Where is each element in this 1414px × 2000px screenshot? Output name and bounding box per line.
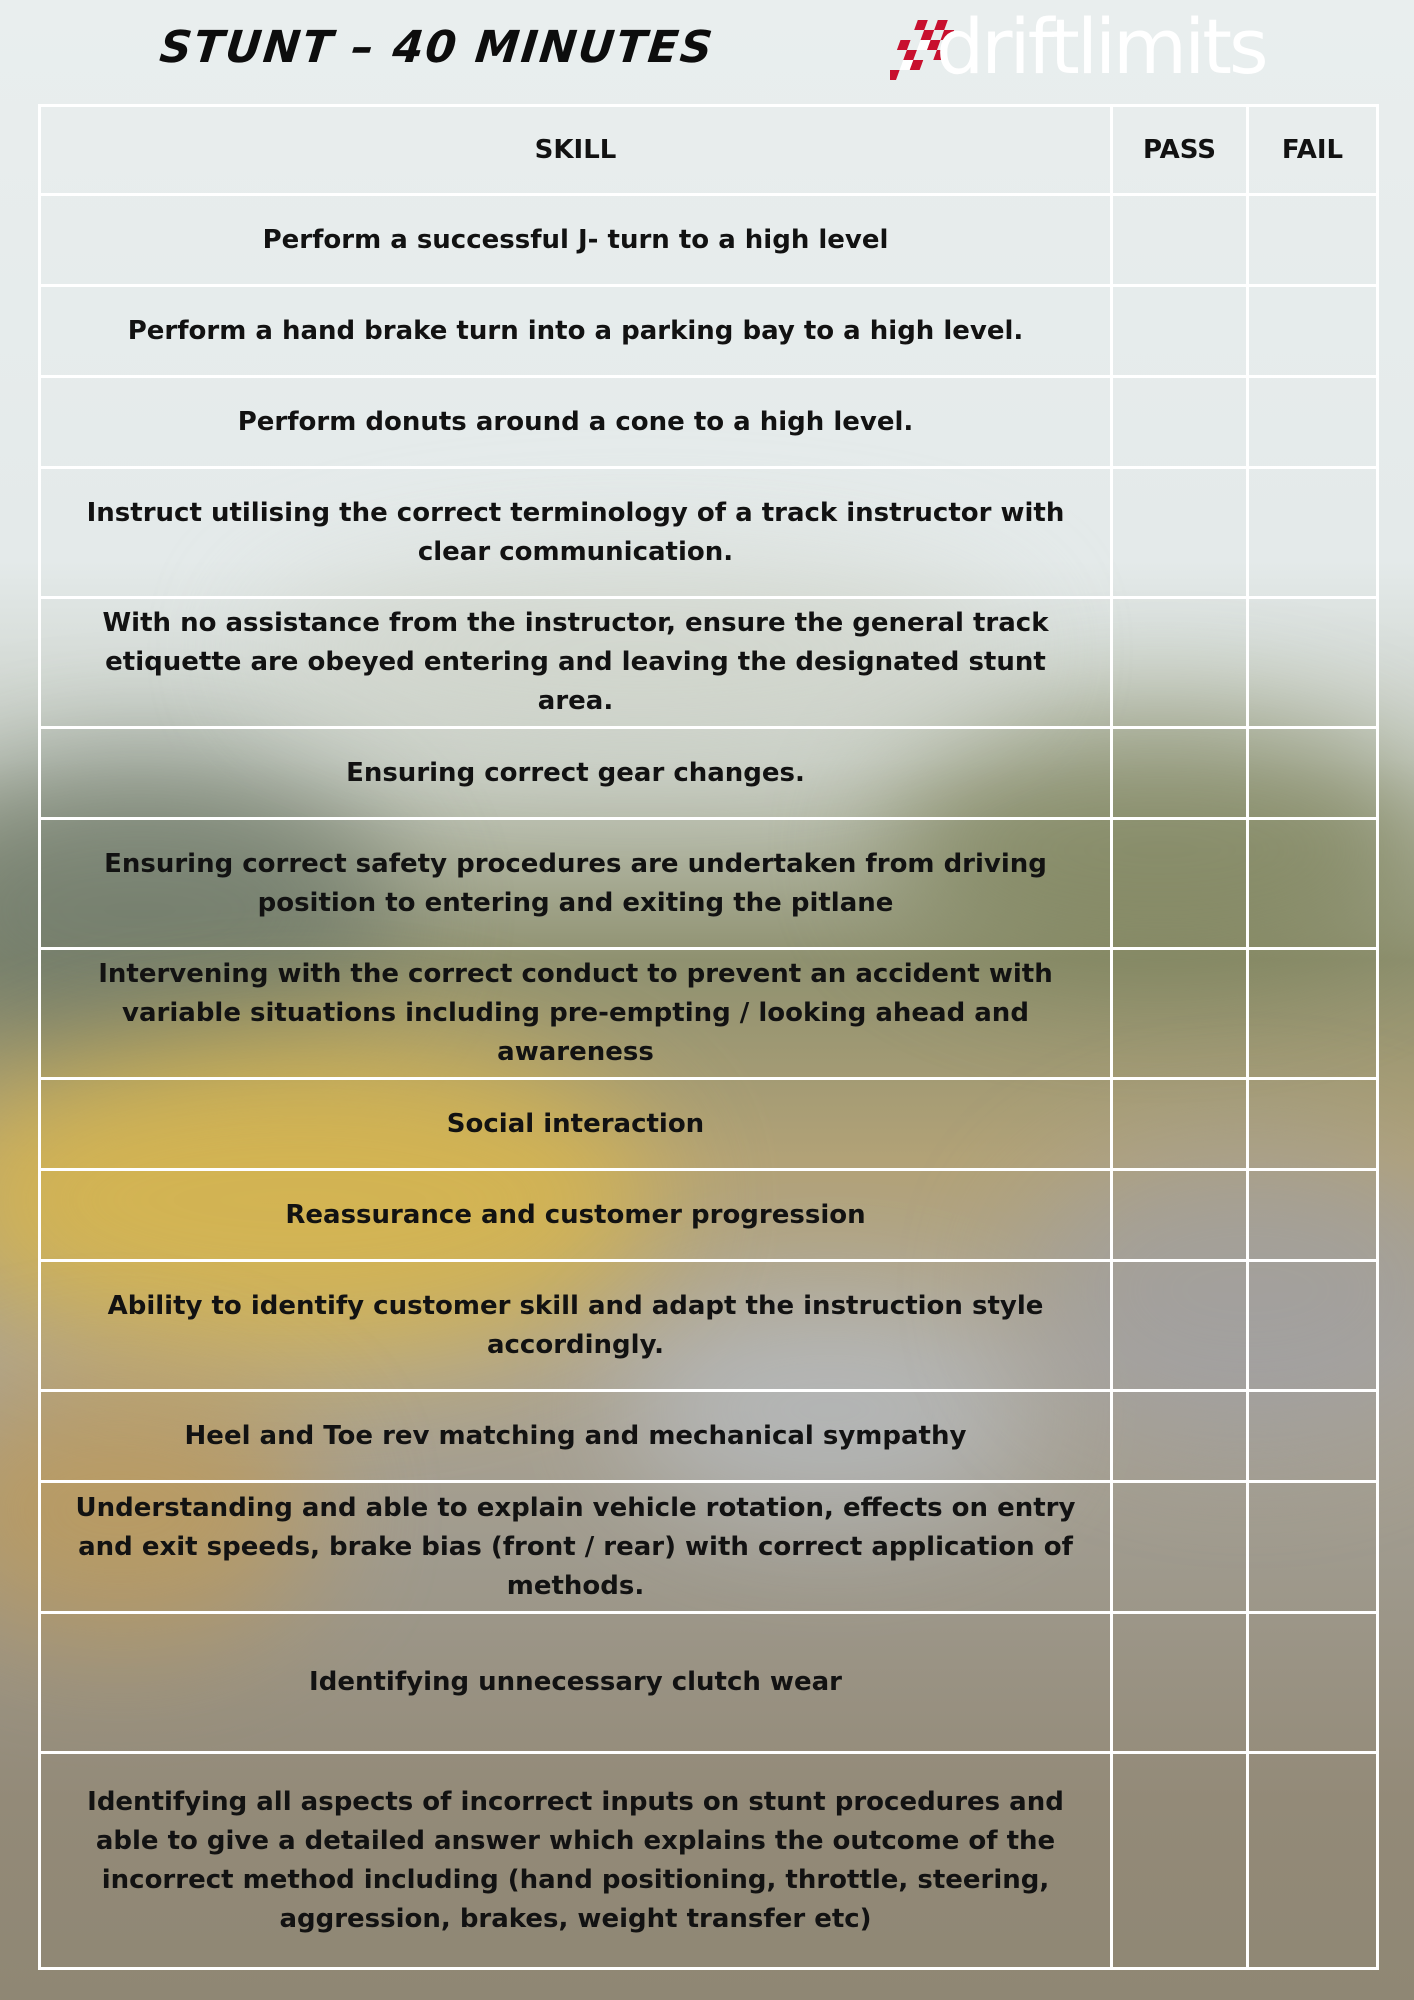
- pass-checkbox-cell[interactable]: [1112, 598, 1248, 728]
- pass-checkbox-cell[interactable]: [1112, 1170, 1248, 1261]
- table-row: [40, 1079, 1378, 1170]
- table-row: [40, 1261, 1378, 1391]
- skill-cell: Perform a successful J- turn to a high level: [40, 195, 1112, 286]
- table-row: [40, 1613, 1378, 1753]
- table-row: [40, 1170, 1378, 1261]
- skill-cell: Reassurance and customer progression: [40, 1170, 1112, 1261]
- skill-cell: Ensuring correct gear changes.: [40, 728, 1112, 819]
- table-row: [40, 1482, 1378, 1613]
- driftlimits-logo: [890, 2, 1330, 91]
- pass-checkbox-cell[interactable]: [1112, 377, 1248, 468]
- fail-checkbox-cell[interactable]: [1248, 598, 1378, 728]
- pass-checkbox-cell[interactable]: [1112, 819, 1248, 949]
- pass-checkbox-cell[interactable]: [1112, 728, 1248, 819]
- pass-checkbox-cell[interactable]: [1112, 286, 1248, 377]
- pass-checkbox-cell[interactable]: [1112, 949, 1248, 1079]
- pass-checkbox-cell[interactable]: [1112, 195, 1248, 286]
- table-row: [40, 598, 1378, 728]
- fail-checkbox-cell[interactable]: [1248, 1391, 1378, 1482]
- skill-cell: Perform donuts around a cone to a high level.: [40, 377, 1112, 468]
- skill-cell: Identifying unnecessary clutch wear: [40, 1613, 1112, 1753]
- table-row: [40, 377, 1378, 468]
- fail-checkbox-cell[interactable]: [1248, 1753, 1378, 1969]
- pass-checkbox-cell[interactable]: [1112, 1753, 1248, 1969]
- skill-cell: Ensuring correct safety procedures are undertaken from driving position to entering and exiting the pitlane: [40, 819, 1112, 949]
- table-row: [40, 819, 1378, 949]
- pass-checkbox-cell[interactable]: [1112, 1482, 1248, 1613]
- skill-cell: With no assistance from the instructor, ensure the general track etiquette are obeyed entering and leaving the designated stunt area.: [40, 598, 1112, 728]
- table-row: [40, 1753, 1378, 1969]
- skill-cell: Social interaction: [40, 1079, 1112, 1170]
- table-row: [40, 949, 1378, 1079]
- skill-cell: Perform a hand brake turn into a parking bay to a high level.: [40, 286, 1112, 377]
- fail-checkbox-cell[interactable]: [1248, 1613, 1378, 1753]
- fail-checkbox-cell[interactable]: [1248, 195, 1378, 286]
- table-row: [40, 1391, 1378, 1482]
- skill-cell: Instruct utilising the correct terminology of a track instructor with clear communication.: [40, 468, 1112, 598]
- fail-checkbox-cell[interactable]: [1248, 1482, 1378, 1613]
- fail-checkbox-cell[interactable]: [1248, 468, 1378, 598]
- pass-checkbox-cell[interactable]: [1112, 1391, 1248, 1482]
- skills-table: [38, 104, 1379, 1970]
- page-title: STUNT – 40 MINUTES: [157, 22, 717, 73]
- table-row: [40, 728, 1378, 819]
- pass-checkbox-cell[interactable]: [1112, 1613, 1248, 1753]
- fail-checkbox-cell[interactable]: [1248, 728, 1378, 819]
- pass-checkbox-cell[interactable]: [1112, 1079, 1248, 1170]
- skill-cell: Ability to identify customer skill and adapt the instruction style accordingly.: [40, 1261, 1112, 1391]
- skill-cell: Identifying all aspects of incorrect inputs on stunt procedures and able to give a detailed answer which explains the outcome of the incorrect method including (hand positioning, throttle, steering, aggression, brakes, weight transfer etc): [40, 1753, 1112, 1969]
- column-header-skill: SKILL: [40, 106, 1112, 195]
- fail-checkbox-cell[interactable]: [1248, 819, 1378, 949]
- fail-checkbox-cell[interactable]: [1248, 1170, 1378, 1261]
- logo-wordmark: driftlimits: [936, 2, 1266, 91]
- column-header-fail: FAIL: [1248, 106, 1378, 195]
- skill-cell: Intervening with the correct conduct to prevent an accident with variable situations including pre-empting / looking ahead and awareness: [40, 949, 1112, 1079]
- pass-checkbox-cell[interactable]: [1112, 468, 1248, 598]
- pass-checkbox-cell[interactable]: [1112, 1261, 1248, 1391]
- fail-checkbox-cell[interactable]: [1248, 949, 1378, 1079]
- fail-checkbox-cell[interactable]: [1248, 1261, 1378, 1391]
- fail-checkbox-cell[interactable]: [1248, 286, 1378, 377]
- header: [0, 0, 1414, 104]
- fail-checkbox-cell[interactable]: [1248, 1079, 1378, 1170]
- skill-cell: Heel and Toe rev matching and mechanical sympathy: [40, 1391, 1112, 1482]
- skill-cell: Understanding and able to explain vehicle rotation, effects on entry and exit speeds, brake bias (front / rear) with correct application of methods.: [40, 1482, 1112, 1613]
- fail-checkbox-cell[interactable]: [1248, 377, 1378, 468]
- column-header-pass: PASS: [1112, 106, 1248, 195]
- table-row: [40, 468, 1378, 598]
- table-header-row: [40, 106, 1378, 195]
- table-row: [40, 195, 1378, 286]
- table-row: [40, 286, 1378, 377]
